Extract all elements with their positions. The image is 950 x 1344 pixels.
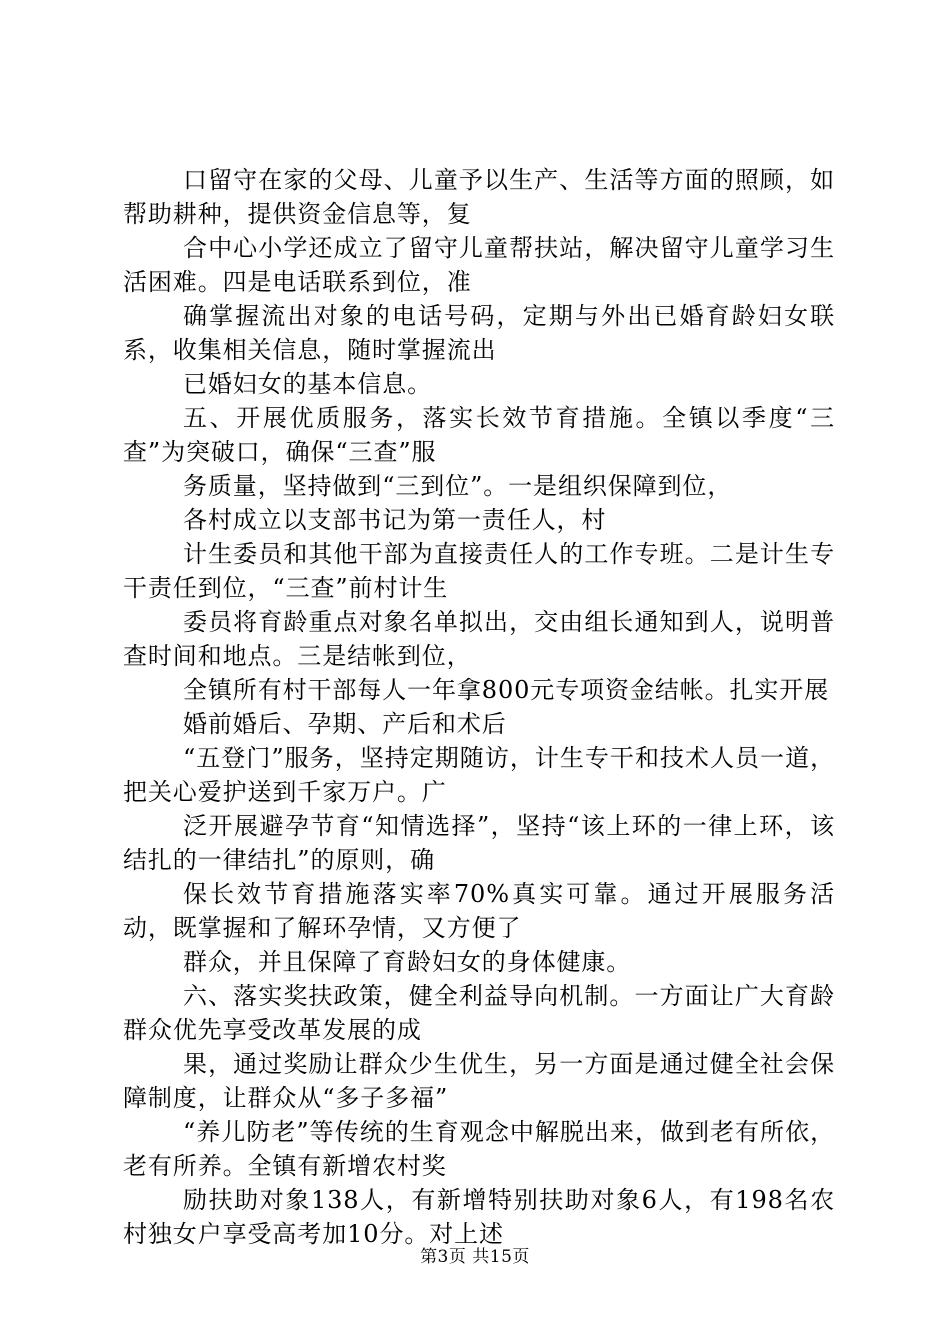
paragraph: 五、开展优质服务，落实长效节育措施。全镇以季度“三查”为突破口，确保“三查”服 <box>123 404 835 466</box>
paragraph: 已婚妇女的基本信息。 <box>183 370 432 398</box>
document-body <box>123 163 835 1251</box>
paragraph: 各村成立以支部书记为第一责任人，村 <box>183 506 607 534</box>
paragraph: 婚前婚后、孕期、产后和术后 <box>183 710 507 738</box>
paragraph: 合中心小学还成立了留守儿童帮扶站，解决留守儿童学习生活困难。四是电话联系到位，准 <box>123 234 835 296</box>
paragraph: 六、落实奖扶政策，健全利益导向机制。一方面让广大育龄群众优先享受改革发展的成 <box>123 982 835 1044</box>
paragraph: 励扶助对象138人，有新增特别扶助对象6人，有198名农村独女户享受高考加10分。对上述 <box>123 1186 835 1248</box>
paragraph: 群众，并且保障了育龄妇女的身体健康。 <box>183 948 632 976</box>
page-number-footer: 第3页 共15页 <box>420 1247 530 1267</box>
paragraph: 计生委员和其他干部为直接责任人的工作专班。二是计生专干责任到位，“三查”前村计生 <box>123 540 835 602</box>
paragraph: 口留守在家的父母、儿童予以生产、生活等方面的照顾，如帮助耕种，提供资金信息等，复 <box>123 166 835 228</box>
paragraph: 确掌握流出对象的电话号码，定期与外出已婚育龄妇女联系，收集相关信息，随时掌握流出 <box>123 302 835 364</box>
paragraph: “养儿防老”等传统的生育观念中解脱出来，做到老有所依，老有所养。全镇有新增农村奖 <box>123 1118 835 1180</box>
paragraph: 全镇所有村干部每人一年拿800元专项资金结帐。扎实开展 <box>183 676 830 704</box>
paragraph: 果，通过奖励让群众少生优生，另一方面是通过健全社会保障制度，让群众从“多子多福” <box>123 1050 835 1112</box>
paragraph: 泛开展避孕节育“知情选择”，坚持“该上环的一律上环，该结扎的一律结扎”的原则，确 <box>123 812 835 874</box>
paragraph: “五登门”服务，坚持定期随访，计生专干和技术人员一道，把关心爱护送到千家万户。广 <box>123 744 835 806</box>
paragraph: 务质量，坚持做到“三到位”。一是组织保障到位， <box>183 472 733 500</box>
paragraph: 委员将育龄重点对象名单拟出，交由组长通知到人，说明普查时间和地点。三是结帐到位， <box>123 608 835 670</box>
paragraph: 保长效节育措施落实率70%真实可靠。通过开展服务活动，既掌握和了解环孕情，又方便了 <box>123 880 835 942</box>
